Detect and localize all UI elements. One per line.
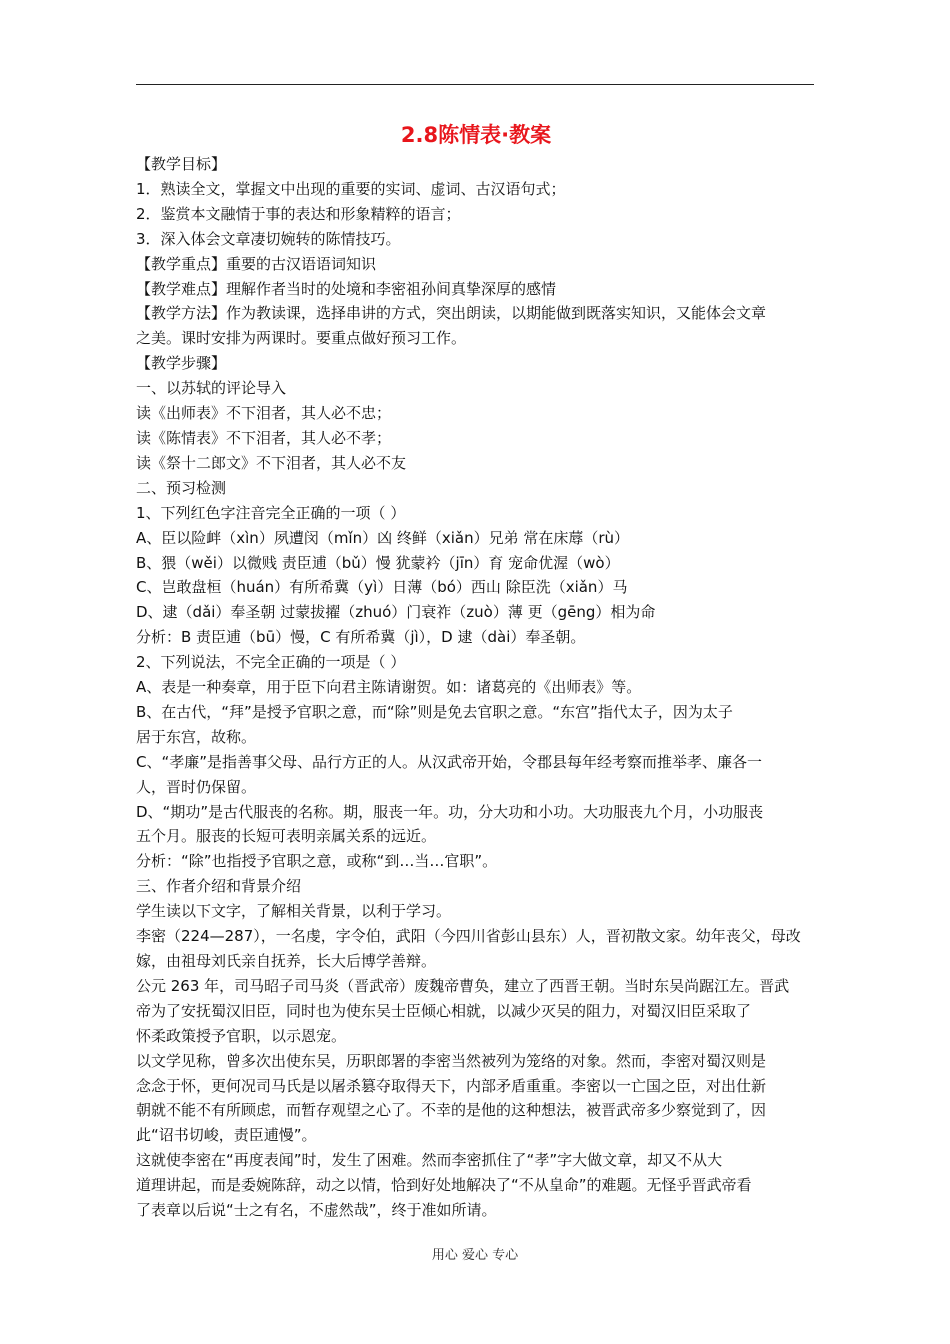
text-line: 2．鉴赏本文融情于事的表达和形象精粹的语言； — [136, 204, 461, 223]
text-line: 居于东宫，故称。 — [136, 727, 257, 746]
text-line: 读《陈情表》不下泪者，其人必不孝； — [136, 428, 392, 447]
text-line: 学生读以下文字，了解相关背景，以利于学习。 — [136, 902, 452, 921]
text-line: 【教学步骤】 — [136, 354, 227, 373]
text-line: 二、预习检测 — [136, 478, 227, 497]
text-line: 道理讲起，而是委婉陈辞，动之以情，恰到好处地解决了“不从皇命”的难题。无怪乎晋武帝看 — [136, 1176, 752, 1195]
text-line: D、“期功”是古代服丧的名称。期，服丧一年。功，分大功和小功。大功服丧九个月，小功服丧 — [136, 802, 764, 821]
text-line: 三、作者介绍和背景介绍 — [136, 877, 302, 896]
text-line: A、表是一种奏章，用于臣下向君主陈请谢贺。如：诸葛亮的《出师表》等。 — [136, 678, 642, 697]
text-line: 这就使李密在“再度表闻”时，发生了困难。然而李密抓住了“孝”字大做文章，却又不从大 — [136, 1151, 723, 1170]
text-line: 此“诏书切峻，责臣逋慢”。 — [136, 1126, 317, 1145]
text-line: 朝就不能不有所顾虑，而暂存观望之心了。不幸的是他的这种想法，被晋武帝多少察觉到了，因 — [136, 1101, 767, 1120]
text-line: 读《出师表》不下泪者，其人必不忠； — [136, 404, 392, 423]
document-text — [136, 152, 816, 1223]
text-line: 之美。课时安排为两课时。要重点做好预习工作。 — [136, 329, 467, 348]
text-line: B、在古代，“拜”是授予官职之意，而“除”则是免去官职之意。“东宫”指代太子，因为太子 — [136, 702, 733, 721]
text-line: 帝为了安抚蜀汉旧臣，同时也为使东吴士臣倾心相就，以减少灭吴的阻力，对蜀汉旧臣采取了 — [136, 1001, 752, 1020]
text-line: 2、下列说法，不完全正确的一项是（ ） — [136, 653, 406, 672]
text-line: D、逮（dǎi）奉圣朝 过蒙拔擢（zhuó）门衰祚（zuò）薄 更（gēng）相为命 — [136, 603, 656, 622]
text-line: 【教学目标】 — [136, 155, 227, 173]
text-line: 读《祭十二郎文》不下泪者，其人必不友 — [136, 453, 407, 472]
text-line: 人，晋时仍保留。 — [136, 777, 257, 796]
text-line: 【教学难点】理解作者当时的处境和李密祖孙间真挚深厚的感情 — [136, 279, 557, 298]
page-footer: 用心 爱心 专心 — [431, 1248, 519, 1263]
text-line: 分析：B 责臣逋（bū）慢，C 有所希冀（jì），D 逮（dài）奉圣朝。 — [136, 628, 586, 647]
text-line: 念念于怀，更何况司马氏是以屠杀篡夺取得天下，内部矛盾重重。李密以一亡国之臣，对出仕新 — [136, 1076, 767, 1095]
text-line: 1．熟读全文，掌握文中出现的重要的实词、虚词、古汉语句式； — [136, 179, 566, 198]
page-title: 2.8陈情表·教案 — [400, 123, 552, 147]
text-line: 【教学重点】重要的古汉语语词知识 — [136, 254, 377, 273]
text-line: 了表章以后说“士之有名，不虚然哉”，终于准如所请。 — [136, 1201, 497, 1220]
text-line: 怀柔政策授予官职，以示恩宠。 — [136, 1026, 347, 1045]
text-line: 1、下列红色字注音完全正确的一项（ ） — [136, 503, 406, 522]
text-line: 嫁，由祖母刘氏亲自抚养，长大后博学善辩。 — [136, 952, 437, 970]
text-line: C、岂敢盘桓（huán）有所希冀（yì）日薄（bó）西山 除臣洗（xiǎn）马 — [136, 578, 628, 597]
text-line: 分析：“除”也指授予官职之意，或称“到…当…官职”。 — [136, 852, 498, 871]
text-line: A、臣以险衅（xìn）夙遭闵（mǐn）凶 终鲜（xiǎn）兄弟 常在床蓐（rù） — [136, 528, 630, 547]
text-line: C、“孝廉”是指善事父母、品行方正的人。从汉武帝开始，令郡县每年经考察而推举孝、廉各一 — [136, 752, 763, 771]
text-line: B、猥（wěi）以微贱 责臣逋（bǔ）慢 犹蒙衿（jīn）育 宠命优渥（wò） — [136, 553, 620, 572]
text-line: 【教学方法】作为教读课，选择串讲的方式，突出朗读，以期能做到既落实知识，又能体会文章 — [136, 304, 767, 323]
text-line: 五个月。服丧的长短可表明亲属关系的远近。 — [136, 827, 437, 846]
header-rule — [136, 84, 814, 85]
document-body — [136, 120, 816, 1223]
text-line: 以文学见称，曾多次出使东吴，历职郎署的李密当然被列为笼络的对象。然而，李密对蜀汉则是 — [136, 1051, 767, 1070]
text-line: 一、以苏轼的评论导入 — [136, 379, 287, 398]
text-line: 3．深入体会文章凄切婉转的陈情技巧。 — [136, 229, 401, 248]
text-line: 公元 263 年，司马昭子司马炎（晋武帝）废魏帝曹奂，建立了西晋王朝。当时东吴尚踞江左。晋武 — [136, 976, 790, 995]
text-line: 李密（224—287），一名虔，字令伯，武阳（今四川省彭山县东）人，晋初散文家。幼年丧父，母改 — [136, 927, 801, 946]
